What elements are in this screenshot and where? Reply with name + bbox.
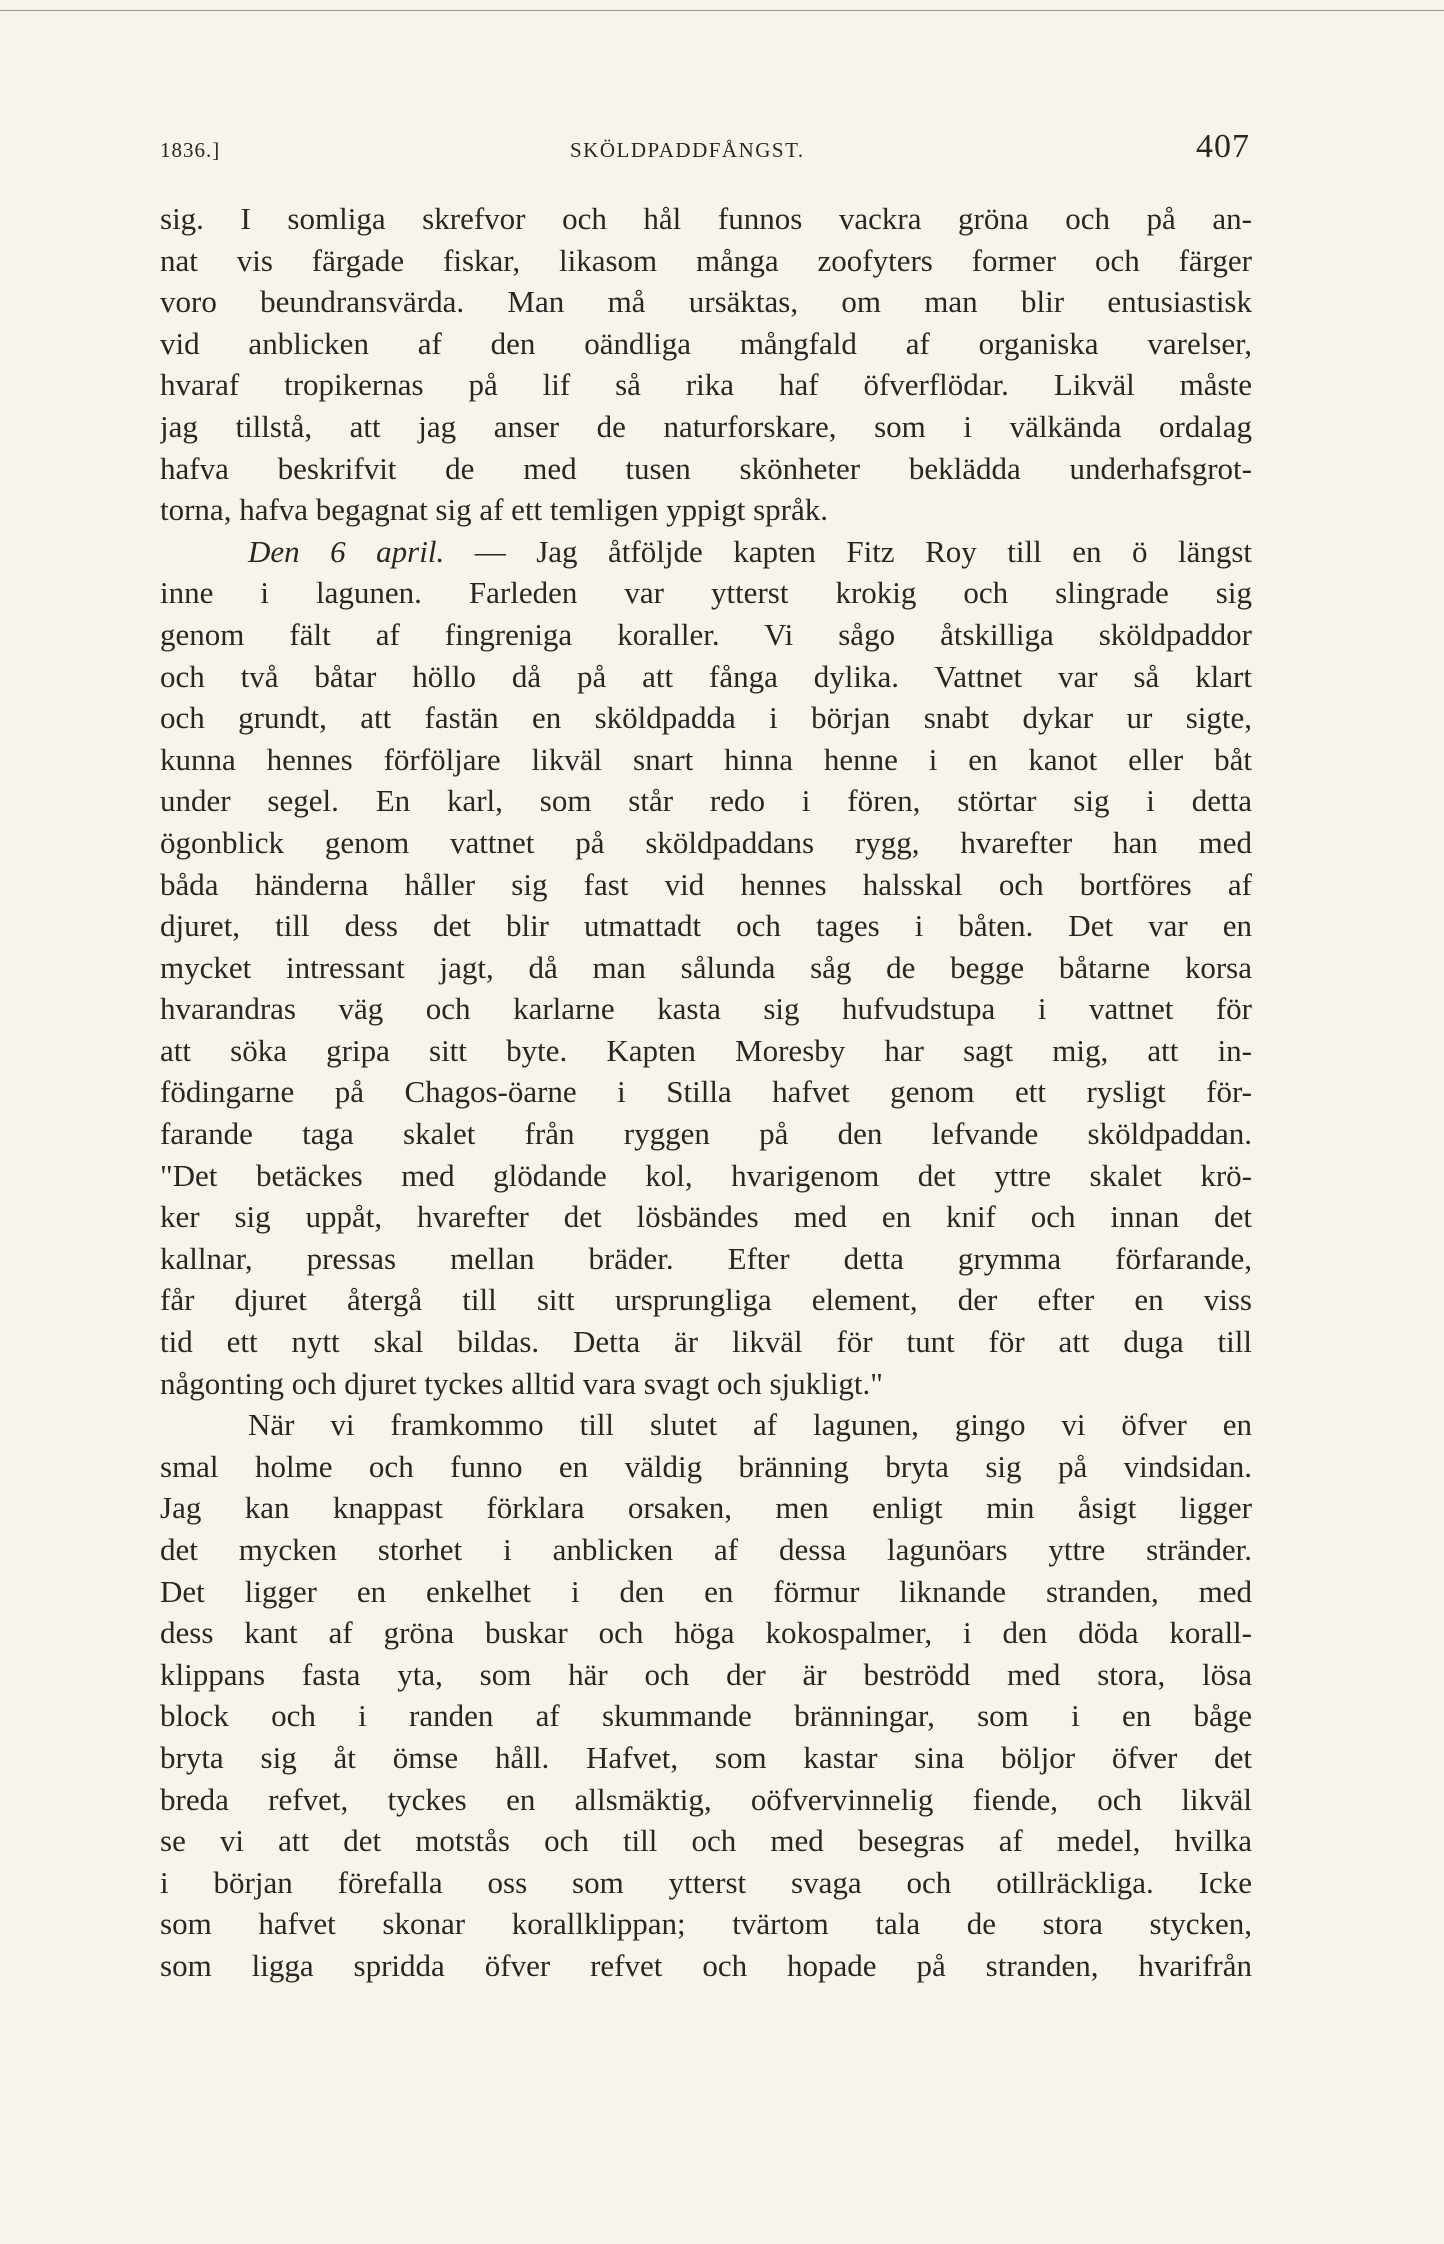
text-line: tid ett nytt skal bildas. Detta är likväl för tunt för att duga till: [160, 1324, 1252, 1360]
text-line: som ligga spridda öfver refvet och hopade på stranden, hvarifrån: [160, 1947, 1252, 1983]
text-line: hafva beskrifvit de med tusen skönheter beklädda underhafsgrot-: [160, 450, 1252, 486]
text-line: nat vis färgade fiskar, likasom många zoofyters former och färger: [160, 242, 1252, 278]
text-line: som hafvet skonar korallklippan; tvärtom tala de stora stycken,: [160, 1906, 1252, 1942]
text-line: klippans fasta yta, som här och der är beströdd med stora, lösa: [160, 1656, 1252, 1692]
text-line: dess kant af gröna buskar och höga kokospalmer, i den döda korall-: [160, 1615, 1252, 1651]
text-line: att söka gripa sitt byte. Kapten Moresby har sagt mig, att in-: [160, 1032, 1252, 1068]
text-line: hvarandras väg och karlarne kasta sig hufvudstupa i vattnet för: [160, 991, 1252, 1027]
text-line: kallnar, pressas mellan bräder. Efter detta grymma förfarande,: [160, 1240, 1252, 1276]
text-line: Jag kan knappast förklara orsaken, men enligt min åsigt ligger: [160, 1490, 1252, 1526]
text-line: bryta sig åt ömse håll. Hafvet, som kastar sina böljor öfver det: [160, 1739, 1252, 1775]
text-line: vid anblicken af den oändliga mångfald af organiska varelser,: [160, 325, 1252, 361]
text-line: det mycken storhet i anblicken af dessa lagunöars yttre stränder.: [160, 1532, 1252, 1567]
text-line: hvaraf tropikernas på lif så rika haf öfverflödar. Likväl måste: [160, 367, 1252, 403]
date-heading: Den 6 april.: [248, 533, 445, 569]
header-running-title: SKÖLDPADDFÅNGST.: [570, 138, 805, 162]
text-line: farande taga skalet från ryggen på den lefvande sköldpaddan.: [160, 1116, 1252, 1152]
text-line: födingarne på Chagos-öarne i Stilla hafvet genom ett rysligt för-: [160, 1074, 1252, 1110]
text-line: När vi framkommo till slutet af lagunen, gingo vi öfver en: [248, 1407, 1252, 1443]
text-line: och grundt, att fastän en sköldpadda i början snabt dykar ur sigte,: [160, 700, 1252, 736]
header-year: 1836.]: [160, 138, 221, 162]
running-header: [160, 128, 1250, 172]
text-line: någonting och djuret tyckes alltid vara svagt och sjukligt.": [160, 1365, 883, 1401]
text-line: ker sig uppåt, hvarefter det lösbändes med en knif och innan det: [160, 1199, 1252, 1235]
text-line: båda händerna håller sig fast vid hennes halsskal och bortföres af: [160, 866, 1252, 902]
text-line: djuret, till dess det blir utmattadt och tages i båten. Det var en: [160, 908, 1252, 944]
text-line: i början förefalla oss som ytterst svaga och otillräckliga. Icke: [160, 1864, 1252, 1900]
header-page-number: 407: [1196, 128, 1250, 165]
text-line: får djuret återgå till sitt ursprungliga element, der efter en viss: [160, 1282, 1252, 1318]
text-line: jag tillstå, att jag anser de naturforskare, som i välkända ordalag: [160, 408, 1252, 444]
text-line: torna, hafva begagnat sig af ett temligen yppigt språk.: [160, 492, 829, 528]
text-line: inne i lagunen. Farleden var ytterst krokig och slingrade sig: [160, 575, 1252, 611]
body-text: [160, 198, 1252, 1987]
scan-edge-rule: [0, 10, 1444, 11]
text-line: kunna hennes förföljare likväl snart hinna henne i en kanot eller båt: [160, 741, 1252, 777]
text-line: voro beundransvärda. Man må ursäktas, om man blir entusiastisk: [160, 284, 1252, 320]
text-line: smal holme och funno en väldig bränning bryta sig på vindsidan.: [160, 1448, 1252, 1484]
text-line: breda refvet, tyckes en allsmäktig, oöfvervinnelig fiende, och likväl: [160, 1781, 1252, 1817]
text-line-dated: [160, 531, 1252, 573]
text-line: mycket intressant jagt, då man sålunda såg de begge båtarne korsa: [160, 949, 1252, 985]
text-line: ögonblick genom vattnet på sköldpaddans rygg, hvarefter han med: [160, 824, 1252, 860]
text-line: genom fält af fingreniga koraller. Vi sågo åtskilliga sköldpaddor: [160, 616, 1252, 652]
text-line: under segel. En karl, som står redo i fören, störtar sig i detta: [160, 783, 1252, 819]
text-line: se vi att det motstås och till och med besegras af medel, hvilka: [160, 1823, 1252, 1859]
dated-line-rest: — Jag åtföljde kapten Fitz Roy till en ö längst: [444, 533, 1252, 569]
text-line: "Det betäckes med glödande kol, hvarigenom det yttre skalet krö-: [160, 1157, 1252, 1193]
text-line: sig. I somliga skrefvor och hål funnos vackra gröna och på an-: [160, 201, 1252, 236]
text-line: och två båtar höllo då på att fånga dylika. Vattnet var så klart: [160, 658, 1252, 694]
text-line: Det ligger en enkelhet i den en förmur liknande stranden, med: [160, 1573, 1252, 1609]
text-line: block och i randen af skummande bränningar, som i en båge: [160, 1698, 1252, 1734]
